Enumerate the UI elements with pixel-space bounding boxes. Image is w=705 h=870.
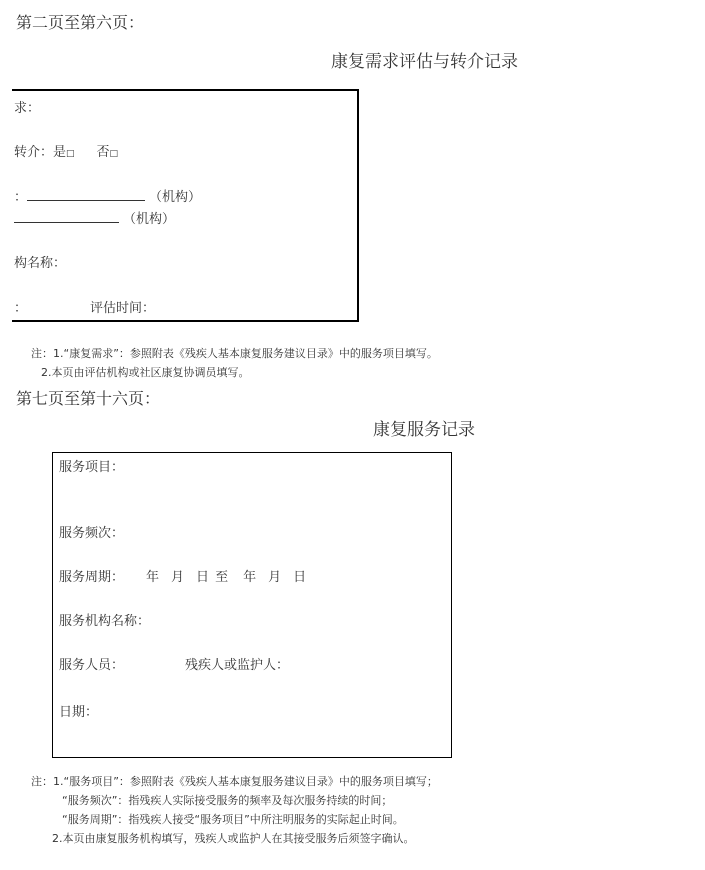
service-freq-label: 服务频次：	[59, 526, 125, 541]
referral-yes-checkbox[interactable]: □	[66, 149, 75, 159]
section2-note-3: “服务周期”：指残疾人接受“服务项目”中所注明服务的实际起止时间。	[62, 813, 404, 826]
section1-heading: 第二页至第六页：	[16, 13, 145, 32]
need-label: 求：	[14, 101, 41, 116]
service-org-name-label: 服务机构名称：	[59, 614, 151, 629]
referral-org1-blank[interactable]	[27, 188, 145, 201]
section1-note-1: 注：1.“康复需求”：参照附表《残疾人基本康复服务建议目录》中的服务项目填写。	[31, 347, 438, 360]
period-end-month: 月	[268, 570, 282, 585]
referral-label: 转介：是	[14, 145, 67, 160]
guardian-label: 残疾人或监护人：	[185, 658, 290, 673]
referral-row	[14, 141, 118, 160]
section2-note-1: 注：1.“服务项目”：参照附表《残疾人基本康复服务建议目录》中的服务项目填写；	[31, 775, 438, 788]
assessor-label: ：	[14, 301, 28, 316]
service-period-row	[59, 566, 306, 585]
section2-title: 康复服务记录	[373, 420, 475, 440]
referral-record-box	[12, 89, 359, 322]
period-end-year: 年	[243, 570, 257, 585]
assess-time-label: 评估时间：	[90, 301, 156, 316]
referral-org1-row	[14, 186, 201, 205]
section1-note-2: 2.本页由评估机构或社区康复协调员填写。	[41, 366, 250, 379]
section2-note-2: “服务频次”：指残疾人实际接受服务的频率及每次服务持续的时间；	[62, 794, 393, 807]
referral-org2-blank[interactable]	[14, 210, 119, 223]
referral-org1-suffix: （机构）	[149, 190, 202, 205]
period-start-year: 年	[146, 570, 160, 585]
referral-org1-prefix: ：	[14, 190, 28, 205]
referral-no-checkbox[interactable]: □	[109, 149, 119, 159]
section2-note-4: 2.本页由康复服务机构填写，残疾人或监护人在其接受服务后须签字确认。	[52, 832, 415, 845]
section2-heading: 第七页至第十六页：	[16, 389, 161, 408]
period-start-month: 月	[171, 570, 185, 585]
referral-org2-suffix: （机构）	[123, 212, 176, 227]
service-record-box	[52, 452, 452, 758]
service-staff-label: 服务人员：	[59, 658, 125, 673]
referral-org2-row	[14, 208, 175, 227]
period-end-day: 日	[293, 570, 307, 585]
period-to: 至	[215, 570, 229, 585]
period-start-day: 日	[196, 570, 210, 585]
section1-title: 康复需求评估与转介记录	[331, 52, 518, 72]
service-item-label: 服务项目：	[59, 460, 125, 475]
org-name-label: 构名称：	[14, 256, 67, 271]
referral-no-label: 否	[96, 145, 110, 160]
service-date-label: 日期：	[59, 705, 99, 720]
service-period-label: 服务周期：	[59, 570, 125, 585]
